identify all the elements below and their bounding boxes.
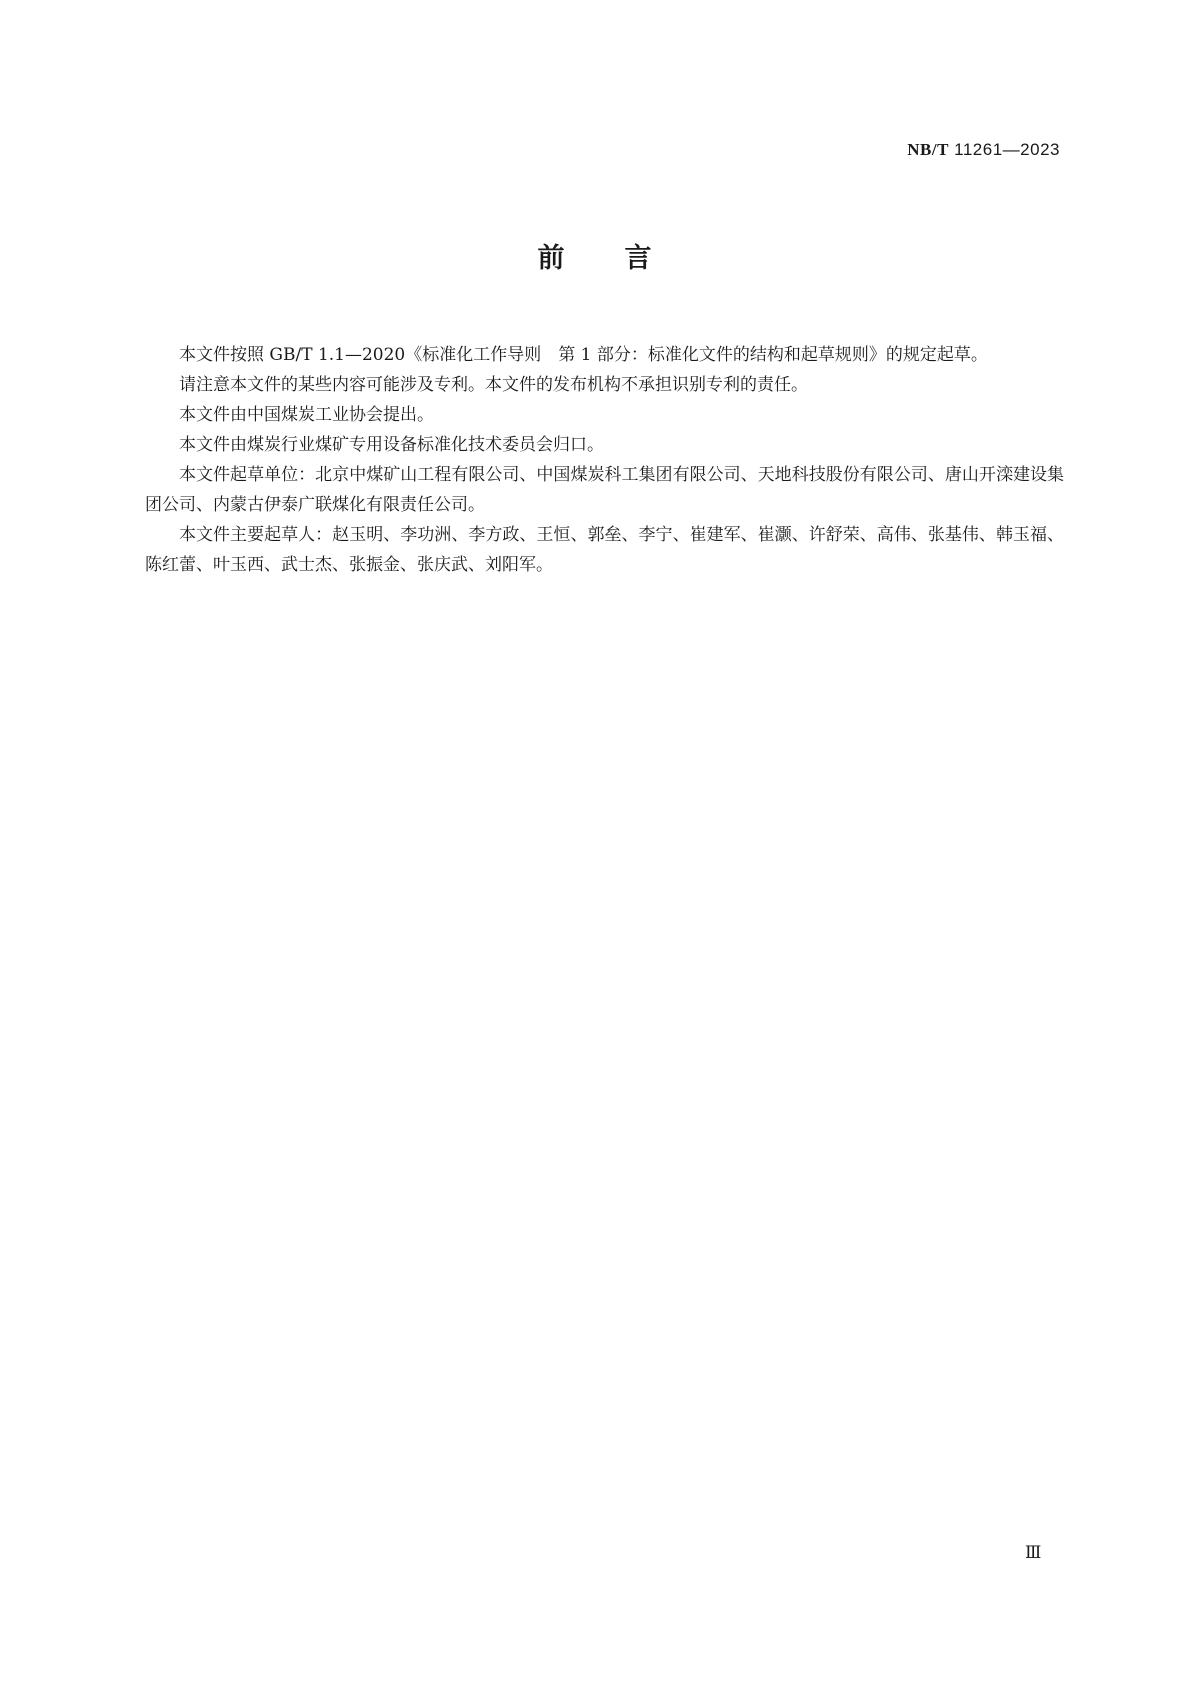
- page-title: 前 言: [537, 243, 654, 274]
- paragraph-drafting-units: 本文件起草单位：北京中煤矿山工程有限公司、中国煤炭科工集团有限公司、天地科技股份有限公司、唐山开滦建设集团公司、内蒙古伊泰广联煤化有限责任公司。: [145, 465, 1064, 515]
- standard-number: 11261—2023: [954, 140, 1060, 159]
- standard-number-header: [907, 140, 1060, 160]
- paragraph-drafters: 本文件主要起草人：赵玉明、李功洲、李方政、王恒、郭垒、李宁、崔建军、崔灏、许舒荣、高伟、张基伟、韩玉福、陈红蕾、叶玉西、武士杰、张振金、张庆武、刘阳军。: [145, 525, 1064, 575]
- foreword-body: [145, 340, 1064, 580]
- paragraph-proposer: 本文件由中国煤炭工业协会提出。: [179, 405, 434, 425]
- paragraph-committee: 本文件由煤炭行业煤矿专用设备标准化技术委员会归口。: [179, 435, 604, 455]
- paragraph-drafting-basis: 本文件按照 GB/T 1.1—2020《标准化工作导则 第 1 部分：标准化文件的结构和起草规则》的规定起草。: [179, 345, 988, 365]
- standard-prefix: NB/T: [907, 140, 949, 159]
- paragraph-patent-notice: 请注意本文件的某些内容可能涉及专利。本文件的发布机构不承担识别专利的责任。: [179, 375, 808, 395]
- page-number: Ⅲ: [1025, 1543, 1042, 1562]
